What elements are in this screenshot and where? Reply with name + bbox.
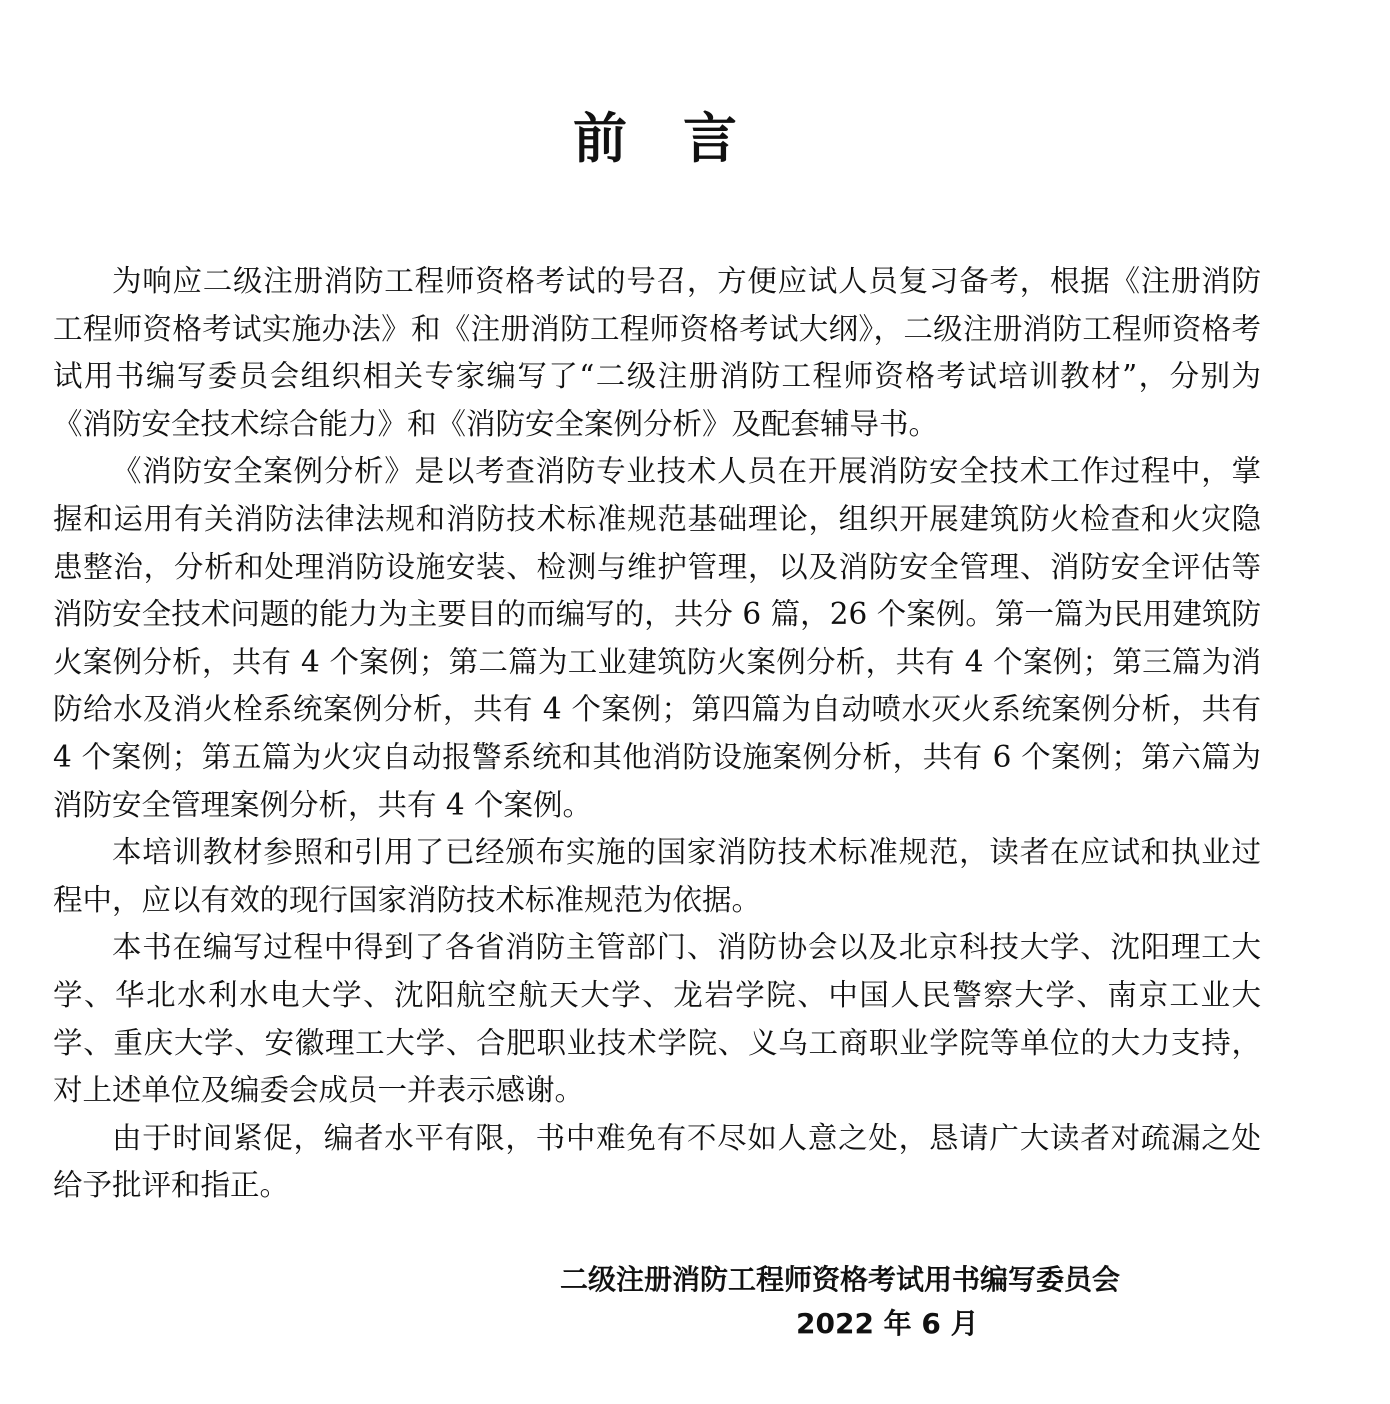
signature-date: 2022 年 6 月 bbox=[796, 1307, 979, 1340]
paragraph-1: 为响应二级注册消防工程师资格考试的号召，方便应试人员复习备考，根据《注册消防工程师资格考试实施办法》和《注册消防工程师资格考试大纲》，二级注册消防工程师资格考试用书编写委员会组织相关专家编写了“二级注册消防工程师资格考试培训教材”，分别为《消防安全技术综合能力》和《消防安全案例分析》及配套辅导书。 bbox=[53, 264, 1261, 441]
paragraph-3: 本培训教材参照和引用了已经颁布实施的国家消防技术标准规范，读者在应试和执业过程中，应以有效的现行国家消防技术标准规范为依据。 bbox=[53, 835, 1261, 917]
paragraph-4: 本书在编写过程中得到了各省消防主管部门、消防协会以及北京科技大学、沈阳理工大学、华北水利水电大学、沈阳航空航天大学、龙岩学院、中国人民警察大学、南京工业大学、重庆大学、安徽理工大学、合肥职业技术学院、义乌工商职业学院等单位的大力支持，对上述单位及编委会成员一并表示感谢。 bbox=[53, 930, 1261, 1108]
paragraph-5: 由于时间紧促，编者水平有限，书中难免有不尽如人意之处，恳请广大读者对疏漏之处给予批评和指正。 bbox=[53, 1120, 1261, 1203]
preface-body bbox=[53, 258, 1261, 1210]
paragraph-2: 《消防安全案例分析》是以考查消防专业技术人员在开展消防安全技术工作过程中，掌握和运用有关消防法律法规和消防技术标准规范基础理论，组织开展建筑防火检查和火灾隐患整治，分析和处理消防设施安装、检测与维护管理，以及消防安全管理、消防安全评估等消防安全技术问题的能力为主要目的而编写的，共分 6 篇，26 个案例。第一篇为民用建筑防火案例分析，共有 4 个案例；第二篇为工业建筑防火案例分析，共有 4 个案例；第三篇为消防给水及消火栓系统案例分析，共有 4 个案例；第四篇为自动喷水灭火系统案例分析，共有 4 个案例；第五篇为火灾自动报警系统和其他消防设施案例分析，共有 6 个案例；第六篇为消防安全管理案例分析，共有 4 个案例。 bbox=[53, 454, 1262, 822]
signature-block bbox=[560, 1258, 1200, 1346]
signature-organization: 二级注册消防工程师资格考试用书编写委员会 bbox=[560, 1263, 1121, 1296]
page-title: 前言 bbox=[573, 107, 793, 170]
